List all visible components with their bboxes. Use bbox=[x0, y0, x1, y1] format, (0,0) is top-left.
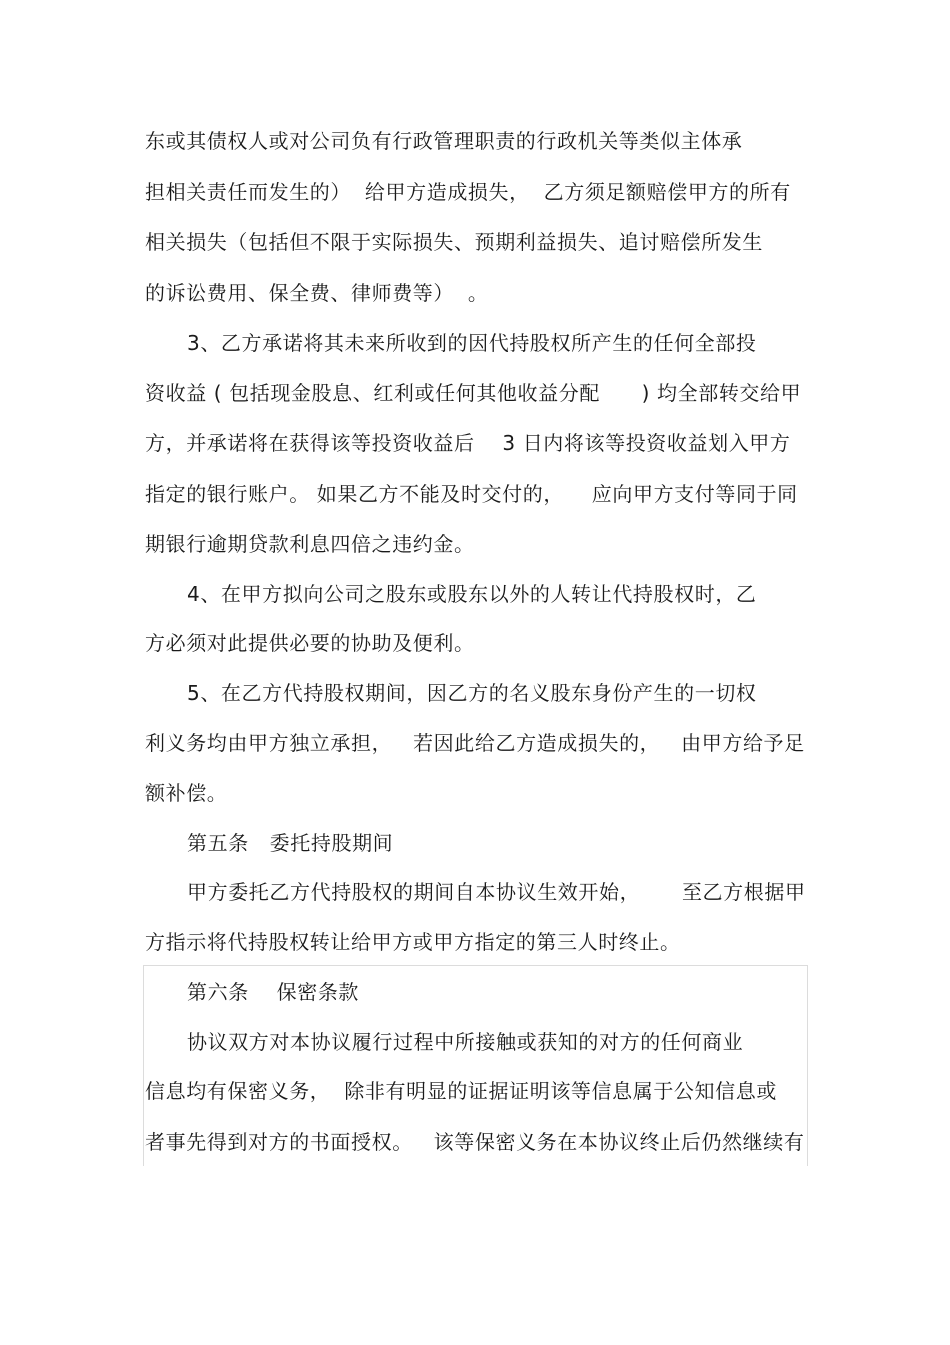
paragraph-line: 担相关责任而发生的） 给甲方造成损失， 乙方须足额赔偿甲方的所有 bbox=[145, 180, 791, 204]
paragraph-line: 东或其债权人或对公司负有行政管理职责的行政机关等类似主体承 bbox=[145, 129, 743, 153]
paragraph-line: 资收益 ( 包括现金股息、红利或任何其他收益分配 ) 均全部转交给甲 bbox=[145, 381, 802, 405]
clause-4-start: 4、在甲方拟向公司之股东或股东以外的人转让代持股权时，乙 bbox=[187, 582, 757, 606]
paragraph-line: 的诉讼费用、保全费、律师费等） 。 bbox=[145, 281, 489, 305]
paragraph-line: 方，并承诺将在获得该等投资收益后 3 日内将该等投资收益划入甲方 bbox=[145, 431, 791, 455]
paragraph-line: 方必须对此提供必要的协助及便利。 bbox=[145, 631, 475, 655]
paragraph-line: 利义务均由甲方独立承担， 若因此给乙方造成损失的， 由甲方给予足 bbox=[145, 731, 805, 755]
paragraph-line: 额补偿。 bbox=[145, 781, 228, 805]
article-5-heading: 第五条 委托持股期间 bbox=[187, 831, 394, 855]
paragraph-line: 指定的银行账户。 如果乙方不能及时交付的， 应向甲方支付等同于同 bbox=[145, 482, 798, 506]
paragraph-line: 信息均有保密义务， 除非有明显的证据证明该等信息属于公知信息或 bbox=[145, 1079, 777, 1103]
clause-5-start: 5、在乙方代持股权期间，因乙方的名义股东身份产生的一切权 bbox=[187, 681, 757, 705]
clause-3-start: 3、乙方承诺将其未来所收到的因代持股权所产生的任何全部投 bbox=[187, 331, 757, 355]
paragraph-line: 期银行逾期贷款利息四倍之违约金。 bbox=[145, 532, 475, 556]
paragraph-line: 方指示将代持股权转让给甲方或甲方指定的第三人时终止。 bbox=[145, 930, 681, 954]
article-6-heading: 第六条 保密条款 bbox=[187, 980, 360, 1004]
article-6-body-start: 协议双方对本协议履行过程中所接触或获知的对方的任何商业 bbox=[187, 1030, 744, 1054]
paragraph-line: 相关损失（包括但不限于实际损失、预期利益损失、追讨赔偿所发生 bbox=[145, 230, 763, 254]
paragraph-line: 者事先得到对方的书面授权。 该等保密义务在本协议终止后仍然继续有 bbox=[145, 1130, 805, 1154]
article-5-body-start: 甲方委托乙方代持股权的期间自本协议生效开始， 至乙方根据甲 bbox=[187, 880, 806, 904]
